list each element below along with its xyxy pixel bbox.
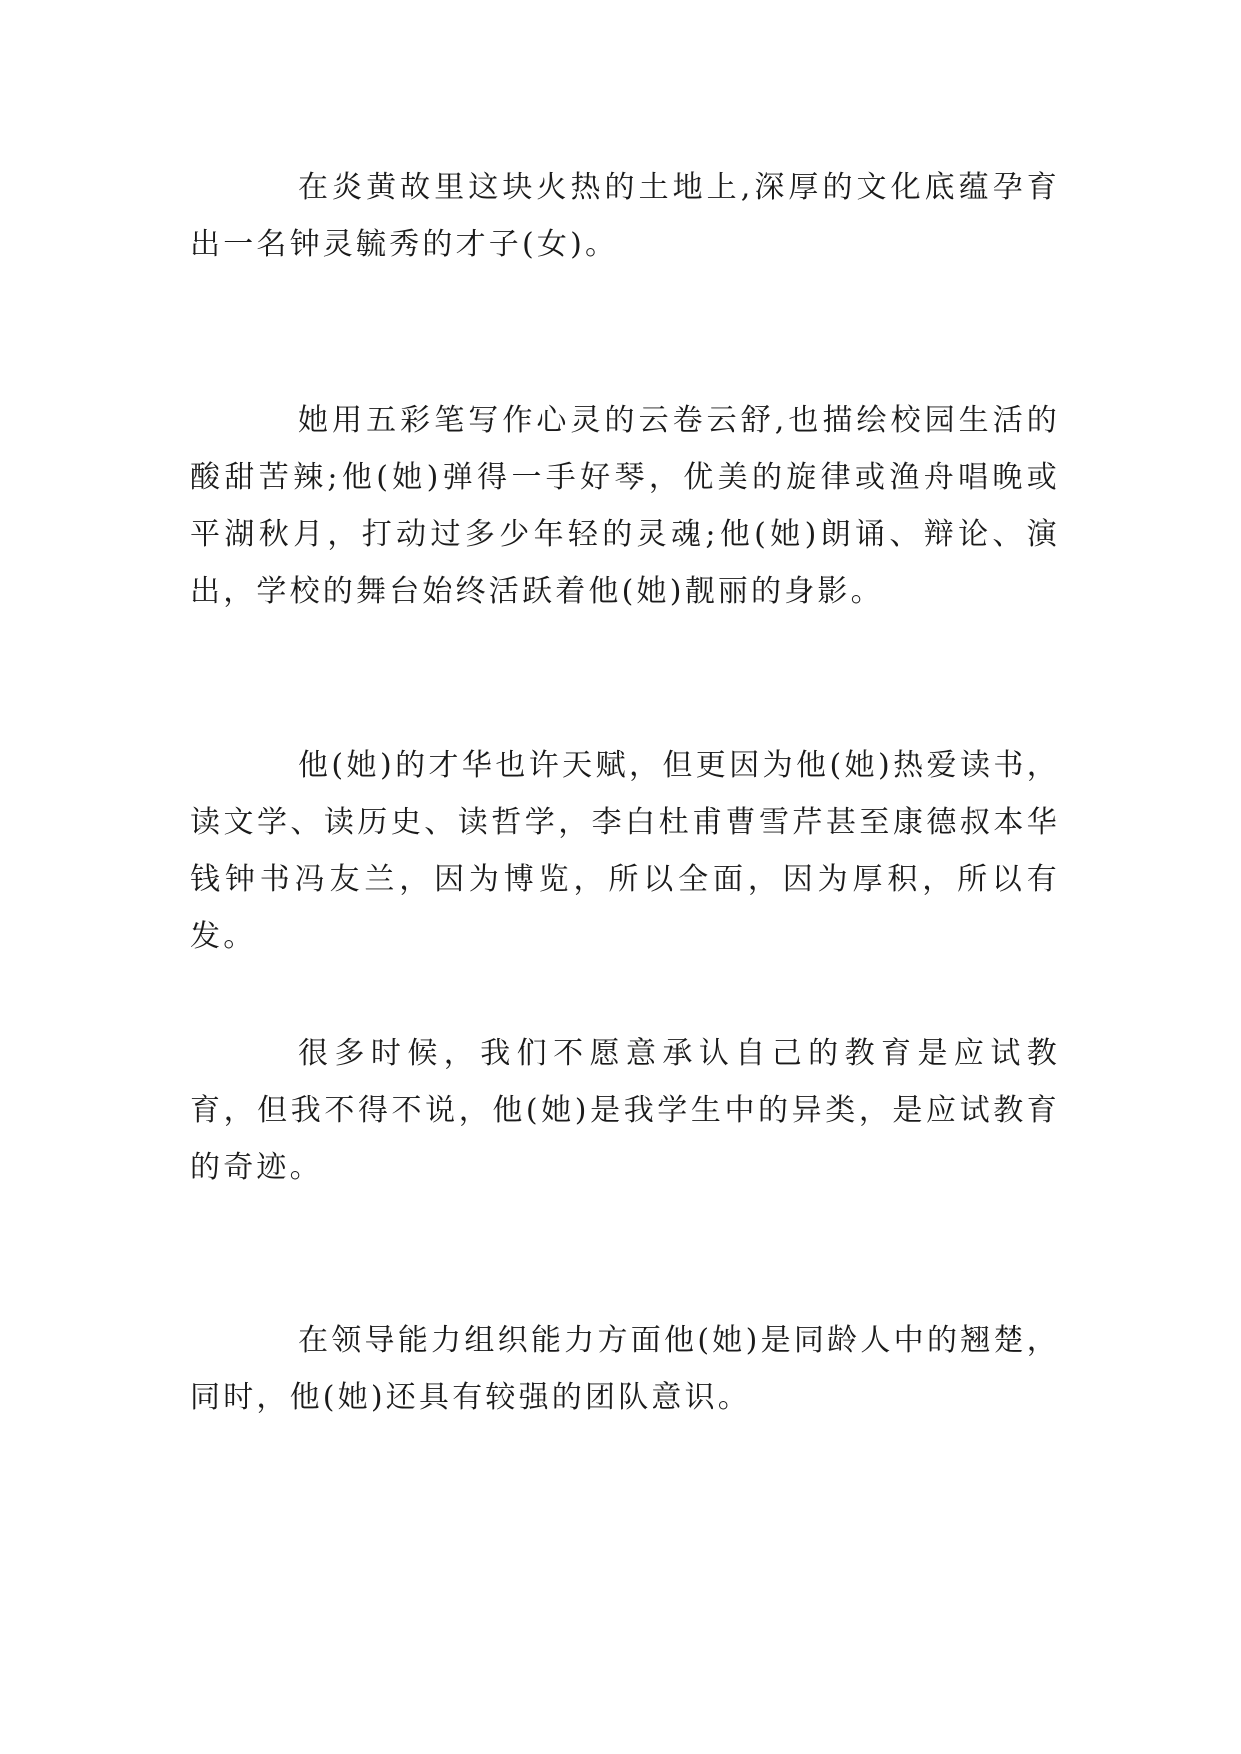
paragraph-1: 在炎黄故里这块火热的土地上,深厚的文化底蕴孕育出一名钟灵毓秀的才子(女)。 [190,170,1060,262]
paragraph-5: 在领导能力组织能力方面他(她)是同龄人中的翘楚，同时，他(她)还具有较强的团队意识。 [190,1323,1060,1415]
paragraph-2: 她用五彩笔写作心灵的云卷云舒,也描绘校园生活的酸甜苦辣;他(她)弹得一手好琴，优美的旋律或渔舟唱晚或平湖秋月，打动过多少年轻的灵魂;他(她)朗诵、辩论、演出，学校的舞台始终活跃着他(她)靓丽的身影。 [190,403,1060,609]
paragraph-4: 很多时候，我们不愿意承认自己的教育是应试教育，但我不得不说，他(她)是我学生中的异类，是应试教育的奇迹。 [190,1036,1060,1185]
paragraph-3: 他(她)的才华也许天赋，但更因为他(她)热爱读书，读文学、读历史、读哲学，李白杜甫曹雪芹甚至康德叔本华钱钟书冯友兰，因为博览，所以全面，因为厚积，所以有发。 [190,748,1060,954]
